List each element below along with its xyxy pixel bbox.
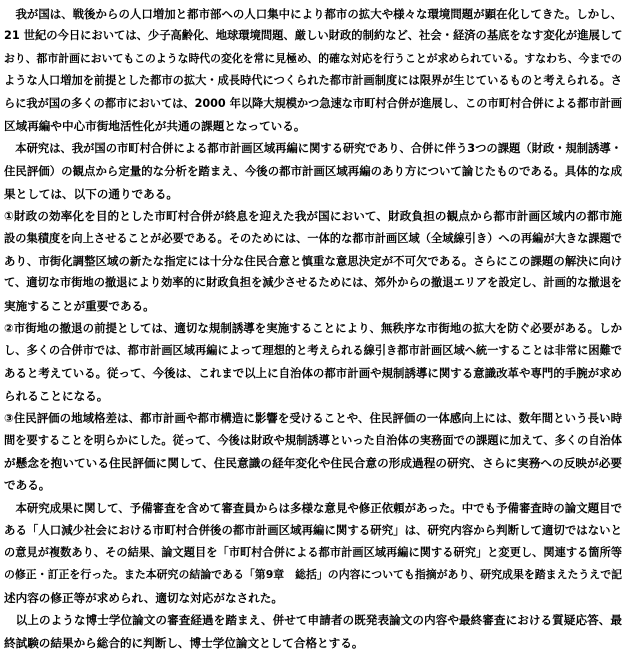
text-line: 区域再編や中心市街地活性化が共通の課題となっている。 <box>4 119 306 134</box>
text-line: 実施することが重要である。 <box>4 298 155 313</box>
text-line: 21 世紀の今日においては、少子高齢化、地球環境問題、厳しい財政的制約など、社会・経済の基底をなす変化が進展して <box>4 29 622 43</box>
text-line: の意見が複数あり、その結果、論文題目を「市町村合併による都市計画区域再編に関する研究」と変更し、関連する箇所等 <box>4 545 622 559</box>
text-line: あり、市街化調整区域の新たな指定には十分な住民合意と慎重な意思決定が不可欠である。さらにこの課題の解決に向け <box>4 253 622 268</box>
text-line: 本研究は、我が国の市町村合併による都市計画区域再編に関する研究であり、合併に伴う3つの課題（財政・規制誘導・ <box>4 141 622 155</box>
text-line: 述内容の修正等が求められ、適切な対応がなされた。 <box>4 590 283 605</box>
text-line: て、適切な市街地の撤退により効率的に財政負担を減少させるためには、郊外からの撤退エリアを設定し、計画的な撤退を <box>4 276 622 290</box>
text-line: 以上のような博士学位論文の審査経過を踏まえ、併せて申請者の既発表論文の内容や最終審査における質疑応答、最 <box>4 613 622 628</box>
text-line: ある「人口減少社会における市町村合併後の都市計画区域再編に関する研究」は、研究内容から判断して適切ではないと <box>4 523 622 538</box>
text-line: し、多くの合併市では、都市計画区域再編によって理想的と考えられる線引き都市計画区域へ統一することは非常に困難で <box>4 343 622 357</box>
text-line: 終試験の結果から総合的に判断し、博士学位論文として合格とする。 <box>4 635 364 650</box>
text-line: 本研究成果に関して、予備審査を含めて審査員からは多様な意見や修正依頼があった。中でも予備審査時の論文題目で <box>4 500 622 515</box>
text-line: 我が国は、戦後からの人口増加と都市部への人口集中により都市の拡大や様々な環境問題が顕在化してきた。しかし、 <box>4 7 622 21</box>
text-line: ③住民評価の地域格差は、都市計画や都市構造に影響を受けることや、住民評価の一体感向上には、数年間という長い時 <box>4 411 622 426</box>
text-line: られることになる。 <box>4 388 109 403</box>
text-line: おり、都市計画においてもこのような時代の変化を常に見極め、的確な対応を行うことが求められている。すなわち、今までの <box>4 51 622 65</box>
text-line: である。 <box>4 478 51 493</box>
text-line: 設の集積度を向上させることが必要である。そのためには、一体的な都市計画区域（全域線引き）への再編が大きな課題で <box>4 231 622 245</box>
text-line: 果としては、以下の通りである。 <box>4 186 178 201</box>
text-line: ①財政の効率化を目的とした市町村合併が終息を迎えた我が国において、財政負担の観点から都市計画区域内の都市施 <box>4 209 622 224</box>
text-line: 間を要することを明らかにした。従って、今後は財政や規制誘導といった自治体の実務面での課題に加えて、多くの自治体 <box>4 433 622 447</box>
text-line: が懸念を抱いている住民評価に関して、住民意識の経年変化や住民合意の形成過程の研究、さらに実務への反映が必要 <box>4 456 622 470</box>
text-line: ②市街地の撤退の前提としては、適切な規制誘導を実施することにより、無秩序な市街地の拡大を防ぐ必要がある。しか <box>4 321 622 336</box>
text-line: 住民評価）の観点から定量的な分析を踏まえ、今後の都市計画区域再編のあり方について論じたものである。具体的な成 <box>4 164 622 179</box>
text-line: らに我が国の多くの都市においては、2000 年以降大規模かつ急速な市町村合併が進展し、この市町村合併による都市計画 <box>4 96 622 110</box>
text-line: あると考えている。従って、今後は、これまで以上に自治体の都市計画や規制誘導に関する意識改革や専門的手腕が求め <box>4 366 622 381</box>
text-line: ような人口増加を前提とした都市の拡大・成長時代につくられた都市計画制度には限界が生じているものと考えられる。さ <box>4 74 622 88</box>
text-line: の修正・訂正を行った。また本研究の結論である「第9章 総括」の内容についても指摘があり、研究成果を踏まえたうえで記 <box>4 568 622 582</box>
